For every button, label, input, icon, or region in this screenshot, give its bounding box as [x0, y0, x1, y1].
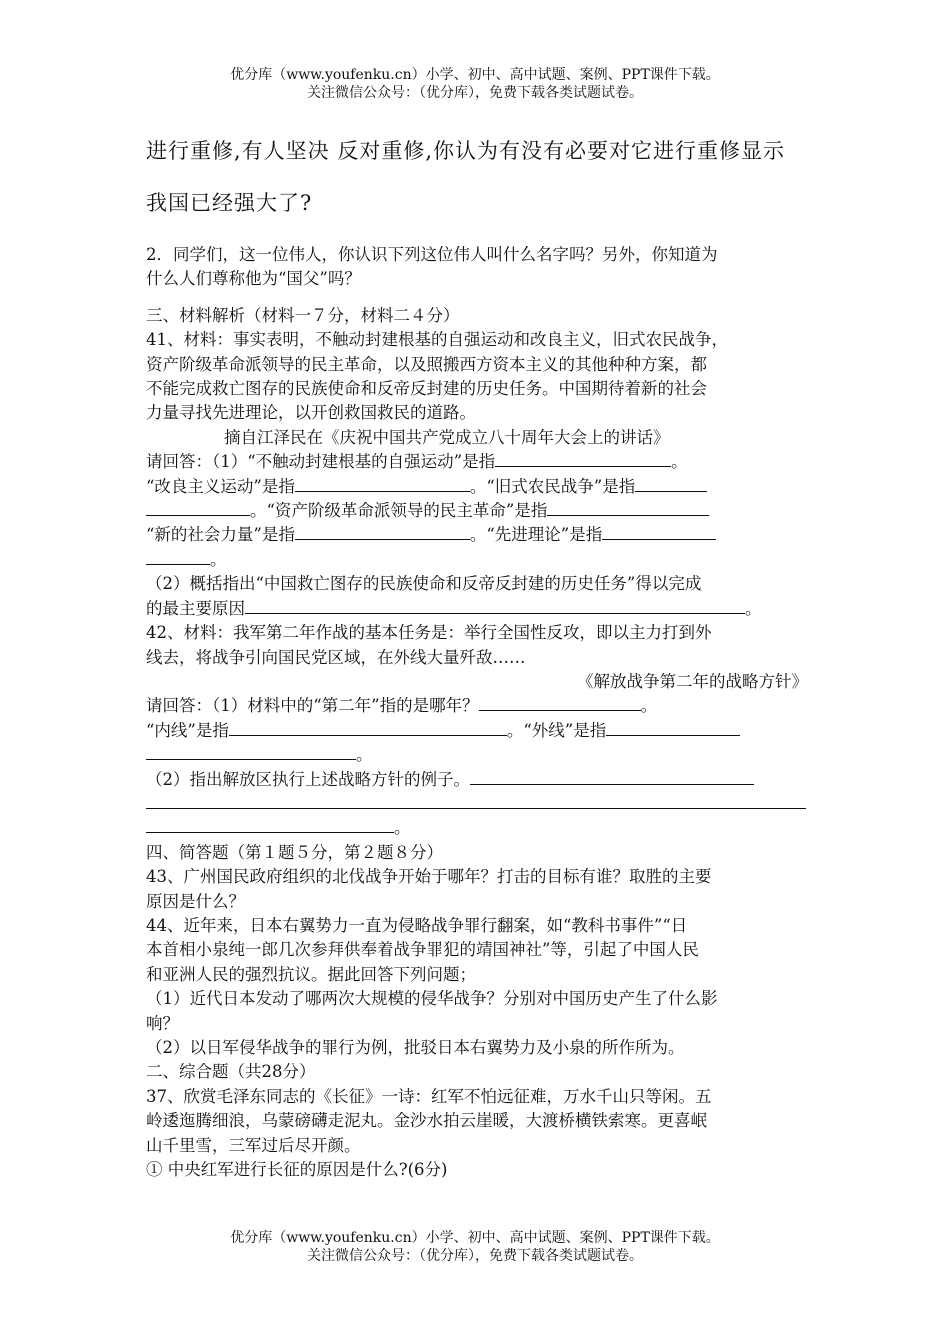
q42-answer-2: “内线”是指 。“外线”是指 [146, 719, 808, 743]
q41-part2-line-2: 的最主要原因 。 [146, 598, 762, 618]
footer-line-2: 关注微信公众号：（优分库），免费下载各类试题试卷。 [307, 1248, 643, 1264]
section3-title: 三、材料解析（材料一７分，材料二４分） [146, 305, 460, 325]
q44-sub1-line-1: （1）近代日本发动了哪两次大规模的侵华战争？分别对中国历史产生了什么影 [146, 989, 718, 1009]
answer-blank[interactable] [602, 523, 716, 540]
q44-sub1-line-2: 响？ [146, 1013, 179, 1033]
q41-source: 摘自江泽民在《庆祝中国共产党成立八十周年大会上的讲话》 [224, 427, 670, 447]
q41-answer-5: 。 [146, 548, 808, 572]
answer-blank[interactable] [146, 792, 806, 809]
q37-sub1: ① 中央红军进行长征的原因是什么?(6分) [146, 1160, 448, 1180]
q2-line-2: 什么人们尊称他为“国父”吗？ [146, 269, 361, 289]
answer-blank[interactable] [245, 597, 745, 614]
answer-blank[interactable] [635, 475, 707, 492]
q42-line-2: 线去，将战争引向国民党区域，在外线大量歼敌…… [146, 647, 526, 667]
q42-line-1: 42、材料：我军第二年作战的基本任务是：举行全国性反攻，即以主力打到外 [146, 623, 712, 643]
page-footer [0, 1229, 950, 1265]
answer-blank[interactable] [146, 499, 250, 516]
q43-line-2: 原因是什么？ [146, 891, 245, 911]
q42-part2-line-3: 。 [146, 816, 808, 840]
q41-line-2: 资产阶级革命派领导的民主革命，以及照搬西方资本主义的其他种种方案，都 [146, 354, 707, 374]
answer-blank[interactable] [146, 548, 210, 565]
exam-content [146, 243, 808, 1182]
q37-line-1: 37、欣赏毛泽东同志的《长征》一诗：红军不怕远征难，万水千山只等闲。五 [146, 1086, 712, 1106]
section4-title: 四、简答题（第１题５分，第２题８分） [146, 842, 443, 862]
q2-line-1: 2．同学们，这一位伟人，你认识下列这位伟人叫什么名字吗？另外，你知道为 [146, 245, 718, 264]
q42-answer-3: 。 [146, 743, 808, 767]
section2-title: 二、综合题（共28分） [146, 1062, 316, 1082]
q37-line-2: 岭逶迤腾细浪，乌蒙磅礴走泥丸。金沙水拍云崖暖，大渡桥横铁索寒。更喜岷 [146, 1111, 707, 1131]
answer-blank[interactable] [295, 475, 470, 492]
intro-line-2: 我国已经强大了? [146, 191, 313, 215]
footer-line-1: 优分库（www.youfenku.cn）小学、初中、高中试题、案例、PPT课件下载。 [230, 1230, 720, 1246]
intro-line-1: 进行重修,有人坚决 反对重修,你认为有没有必要对它进行重修显示 [146, 139, 786, 163]
answer-blank[interactable] [479, 694, 641, 711]
q42-source: 《解放战争第二年的战略方针》 [577, 671, 808, 691]
q42-answer-1: 请回答：（1）材料中的“第二年”指的是哪年？ 。 [146, 696, 658, 716]
q41-answer-4: “新的社会力量”是指 。“先进理论”是指 [146, 523, 808, 547]
header-line-1: 优分库（www.youfenku.cn）小学、初中、高中试题、案例、PPT课件下载。 [230, 67, 720, 83]
q44-line-1: 44、近年来，日本右翼势力一直为侵略战争罪行翻案，如“教科书事件”“日 [146, 915, 688, 935]
q41-line-3: 不能完成救亡图存的民族使命和反帝反封建的历史任务。中国期待着新的社会 [146, 379, 707, 399]
q41-answer-3: 。“资产阶级革命派领导的民主革命”是指 [146, 499, 808, 523]
q41-answer-2: “改良主义运动”是指 。“旧式农民战争”是指 [146, 475, 808, 499]
answer-blank[interactable] [295, 523, 470, 540]
header-line-2: 关注微信公众号：（优分库），免费下载各类试题试卷。 [307, 85, 643, 101]
q43-line-1: 43、广州国民政府组织的北伐战争开始于哪年？打击的目标有谁？取胜的主要 [146, 867, 712, 887]
q41-part2-line-1: （2）概括指出“中国救亡图存的民族使命和反帝反封建的历史任务”得以完成 [146, 574, 702, 594]
answer-blank[interactable] [470, 768, 754, 785]
answer-blank[interactable] [146, 743, 356, 760]
q42-part2-line-2 [146, 792, 808, 816]
q44-sub2: （2）以日军侵华战争的罪行为例，批驳日本右翼势力及小泉的所作所为。 [146, 1038, 685, 1057]
answer-blank[interactable] [547, 499, 709, 516]
answer-blank[interactable] [146, 816, 394, 833]
q37-line-3: 山千里雪，三军过后尽开颜。 [146, 1135, 361, 1155]
q41-answer-1: 请回答：（1）“不触动封建根基的自强运动”是指 。 [146, 452, 688, 472]
q42-part2-line-1: （2）指出解放区执行上述战略方针的例子。 [146, 768, 808, 792]
page-header [0, 66, 950, 102]
answer-blank[interactable] [606, 719, 740, 736]
q44-line-3: 和亚洲人民的强烈抗议。据此回答下列问题； [146, 964, 476, 984]
q44-line-2: 本首相小泉纯一郎几次参拜供奉着战争罪犯的靖国神社”等，引起了中国人民 [146, 940, 699, 960]
q41-line-1: 41、材料：事实表明，不触动封建根基的自强运动和改良主义，旧式农民战争， [146, 330, 728, 350]
q41-line-4: 力量寻找先进理论，以开创救国救民的道路。 [146, 403, 476, 423]
answer-blank[interactable] [495, 450, 671, 467]
answer-blank[interactable] [229, 719, 507, 736]
